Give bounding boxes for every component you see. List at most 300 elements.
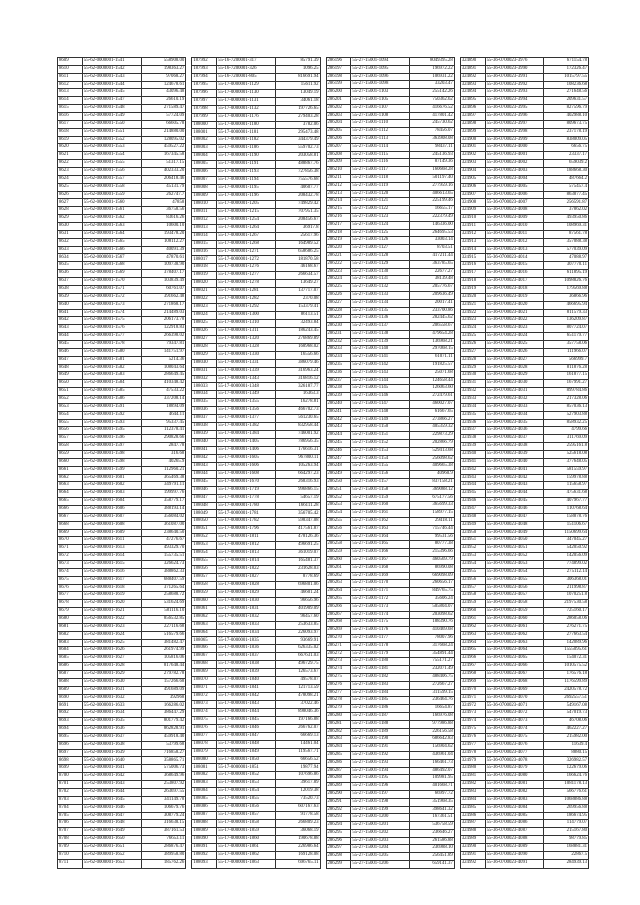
amount-cell: 297068.15 — [410, 346, 455, 354]
account-code-cell: 55-17-0000001-1851 — [217, 764, 276, 772]
table-row — [460, 340, 588, 348]
table-row — [192, 486, 320, 494]
amount-cell: 466702.73 — [275, 407, 320, 415]
account-code-cell: 55-27-15001-1119 — [351, 182, 410, 190]
table-row — [58, 340, 186, 348]
table-row — [460, 356, 588, 364]
account-code-cell: 55-27-15001-1197 — [351, 790, 410, 798]
account-code-cell: 55-27-15001-1155 — [351, 463, 410, 471]
table-row — [192, 605, 320, 613]
table-row — [326, 338, 454, 346]
account-code-cell: 55-27-15001-1153 — [351, 447, 410, 455]
table-row — [58, 293, 186, 301]
account-code-cell: 55-62-0000001-1643 — [82, 781, 141, 789]
row-id-cell: 324925 — [460, 333, 485, 341]
table-row — [460, 600, 588, 608]
row-id-cell: 324919 — [460, 285, 485, 293]
amount-cell: 358865.71 — [141, 757, 186, 765]
amount-cell: 271868.17 — [141, 301, 186, 309]
table-row — [192, 827, 320, 835]
account-code-cell: 55-62-0000001-1611 — [82, 537, 141, 545]
row-id-cell: 324931 — [460, 380, 485, 388]
row-id-cell: 324939 — [460, 443, 485, 451]
amount-cell: 222379.49 — [410, 213, 455, 221]
table-row — [460, 757, 588, 765]
amount-cell: 4799.66 — [544, 427, 589, 435]
account-code-cell: 55-17-0000001-1181 — [217, 129, 276, 137]
table-row — [326, 798, 454, 806]
row-id-cell: 324980 — [460, 765, 485, 773]
row-id-cell: 8626 — [58, 191, 83, 199]
account-code-cell: 55-62-0000001-1543 — [82, 73, 141, 81]
amount-cell: 389958.80 — [141, 851, 186, 859]
account-code-cell: 55-36-0700023-4083 — [485, 796, 544, 804]
account-code-cell: 55-27-15001-1172 — [351, 595, 410, 603]
account-code-cell: 55-36-0700023-4040 — [485, 458, 544, 466]
row-id-cell: 188051 — [192, 526, 217, 534]
row-id-cell: 286284 — [326, 744, 351, 752]
row-id-cell: 286245 — [326, 440, 351, 448]
amount-cell: 271648.56 — [544, 89, 589, 97]
amount-cell: 198363.27 — [141, 65, 186, 73]
account-code-cell: 55-62-0000001-1573 — [82, 301, 141, 309]
amount-cell: 236464.76 — [410, 697, 455, 705]
account-code-cell: 55-36-0700023-4028 — [485, 364, 544, 372]
amount-cell: 16655.17 — [410, 206, 455, 214]
account-code-cell: 55-36-0700023-4086 — [485, 820, 544, 828]
table-row — [192, 185, 320, 193]
amount-cell: 146336.00 — [410, 221, 455, 229]
table-row — [192, 732, 320, 740]
row-id-cell: 324929 — [460, 364, 485, 372]
amount-cell: 1081178.13 — [544, 781, 589, 789]
table-row — [192, 240, 320, 248]
account-code-cell: 55-62-0000001-1621 — [82, 608, 141, 616]
table-row — [326, 73, 454, 81]
account-code-cell: 55-36-0700023-4015 — [485, 262, 544, 270]
table-row — [192, 700, 320, 708]
amount-cell: 774899.02 — [544, 561, 589, 569]
account-code-cell: 55-27-15001-1137 — [351, 323, 410, 331]
amount-cell: 47533.22 — [141, 388, 186, 396]
amount-cell: 311599.15 — [410, 689, 455, 697]
amount-cell: 349791.11 — [141, 482, 186, 490]
amount-cell: 191825.57 — [410, 362, 455, 370]
table-row — [58, 120, 186, 128]
account-code-cell: 55-36-0700023-4058 — [485, 600, 544, 608]
table-row — [326, 81, 454, 89]
account-code-cell: 55-36-0700023-4038 — [485, 443, 544, 451]
amount-cell: 8880.15 — [544, 749, 589, 757]
row-id-cell: 8705 — [58, 812, 83, 820]
table-row — [326, 96, 454, 104]
row-id-cell: 8662 — [58, 474, 83, 482]
row-id-cell: 286230 — [326, 323, 351, 331]
amount-cell: 79347.81 — [141, 340, 186, 348]
account-code-cell: 55-36-0700023-4014 — [485, 254, 544, 262]
row-id-cell: 188069 — [192, 669, 217, 677]
row-id-cell: 286299 — [326, 861, 351, 869]
row-id-cell: 188019 — [192, 272, 217, 280]
amount-cell: 66656.52 — [275, 756, 320, 764]
account-code-cell: 55-62-0000001-1564 — [82, 230, 141, 238]
row-id-cell: 324984 — [460, 796, 485, 804]
amount-cell: 124658.44 — [410, 377, 455, 385]
row-id-cell: 8701 — [58, 781, 83, 789]
table-row — [58, 773, 186, 781]
amount-cell: 167361.51 — [410, 814, 455, 822]
account-code-cell: 55-17-0000001-1811 — [217, 534, 276, 542]
account-code-cell: 55-17-0000001-1862 — [217, 851, 276, 859]
row-id-cell: 324989 — [460, 836, 485, 844]
account-code-cell: 55-62-0000001-1646 — [82, 804, 141, 812]
amount-cell: 727856.38 — [275, 169, 320, 177]
table-row — [58, 207, 186, 215]
amount-cell: 232071.49 — [410, 666, 455, 674]
row-id-cell: 188089 — [192, 827, 217, 835]
account-code-cell: 55-27-15001-1126 — [351, 237, 410, 245]
amount-cell: 112378.41 — [141, 427, 186, 435]
table-row — [58, 427, 186, 435]
amount-cell: 478126.36 — [275, 534, 320, 542]
table-row — [192, 629, 320, 637]
table-row — [326, 135, 454, 143]
amount-cell: 341149.78 — [141, 796, 186, 804]
table-row — [192, 613, 320, 621]
row-id-cell: 286196 — [326, 58, 351, 66]
account-code-cell: 55-62-0000001-1561 — [82, 207, 141, 215]
row-id-cell: 324890 — [460, 58, 485, 66]
row-id-cell: 187995 — [192, 81, 217, 89]
row-id-cell: 8638 — [58, 285, 83, 293]
table-row — [58, 372, 186, 380]
table-row — [460, 561, 588, 569]
table-row — [58, 333, 186, 341]
table-row — [460, 175, 588, 183]
table-row — [192, 677, 320, 685]
table-row — [58, 505, 186, 513]
account-code-cell: 55-62-0000001-1584 — [82, 380, 141, 388]
row-id-cell: 188075 — [192, 716, 217, 724]
row-id-cell: 286291 — [326, 798, 351, 806]
account-code-cell: 55-62-0000001-1627 — [82, 655, 141, 663]
account-code-cell: 55-27-15001-1198 — [351, 798, 410, 806]
account-code-cell: 55-17-0000001-1608 — [217, 470, 276, 478]
amount-cell: 561230.65 — [275, 415, 320, 423]
row-id-cell: 324942 — [460, 466, 485, 474]
table-row — [460, 859, 588, 868]
row-id-cell: 8633 — [58, 246, 83, 254]
row-id-cell: 188042 — [192, 454, 217, 462]
account-code-cell: 55-36-0700023-4077 — [485, 749, 544, 757]
row-id-cell: 286203 — [326, 112, 351, 120]
row-id-cell: 188004 — [192, 153, 217, 161]
row-id-cell: 188020 — [192, 280, 217, 288]
amount-cell: 316.68 — [141, 450, 186, 458]
account-code-cell: 55-62-0000001-1615 — [82, 561, 141, 569]
account-code-cell: 55-62-0000001-1548 — [82, 105, 141, 113]
table-row — [58, 639, 186, 647]
amount-cell: 286876.47 — [141, 843, 186, 851]
row-id-cell: 324947 — [460, 505, 485, 513]
table-row — [192, 58, 320, 66]
account-code-cell: 55-36-0700023-4088 — [485, 836, 544, 844]
account-code-cell: 55-27-15001-1193 — [351, 759, 410, 767]
table-row — [326, 564, 454, 572]
row-id-cell: 188074 — [192, 708, 217, 716]
row-id-cell: 8702 — [58, 788, 83, 796]
amount-cell: 356084.02 — [141, 513, 186, 521]
table-row — [58, 450, 186, 458]
amount-cell: 386447.29 — [141, 710, 186, 718]
row-id-cell: 286209 — [326, 159, 351, 167]
amount-cell: 715746.44 — [410, 525, 455, 533]
table-row — [460, 238, 588, 246]
table-row — [326, 751, 454, 759]
amount-cell: 2595161.8 — [544, 443, 589, 451]
account-code-cell: 55-17-0000001-1837 — [217, 653, 276, 661]
table-row — [192, 478, 320, 486]
row-id-cell: 286295 — [326, 829, 351, 837]
row-id-cell: 187996 — [192, 89, 217, 97]
row-id-cell: 286238 — [326, 385, 351, 393]
amount-cell: 49578.07 — [275, 677, 320, 685]
row-id-cell: 324967 — [460, 663, 485, 671]
account-code-cell: 55-36-0700023-4023 — [485, 325, 544, 333]
account-code-cell: 55-27-15001-1194 — [351, 767, 410, 775]
table-row — [58, 765, 186, 773]
amount-cell: 402333.20 — [141, 168, 186, 176]
amount-cell: 527903.88 — [544, 411, 589, 419]
row-id-cell: 8706 — [58, 820, 83, 828]
table-row — [326, 783, 454, 791]
row-id-cell: 286288 — [326, 775, 351, 783]
row-id-cell: 286271 — [326, 642, 351, 650]
table-row — [326, 611, 454, 619]
row-id-cell: 187998 — [192, 105, 217, 113]
row-id-cell: 8612 — [58, 81, 83, 89]
row-id-cell: 8692 — [58, 710, 83, 718]
account-code-cell: 55-36-0700023-4072 — [485, 710, 544, 718]
row-id-cell: 324941 — [460, 458, 485, 466]
row-id-cell: 8643 — [58, 325, 83, 333]
table-row — [326, 159, 454, 167]
account-code-cell: 55-27-15001-1152 — [351, 440, 410, 448]
row-id-cell: 8635 — [58, 262, 83, 270]
table-row — [58, 105, 186, 113]
row-id-cell: 8667 — [58, 513, 83, 521]
account-code-cell: 55-27-15001-1116 — [351, 159, 410, 167]
amount-cell: 1150699.64 — [544, 529, 589, 537]
row-id-cell: 286272 — [326, 650, 351, 658]
amount-cell: 311769.09 — [544, 435, 589, 443]
amount-cell: 40960.9 — [410, 471, 455, 479]
row-id-cell: 8699 — [58, 765, 83, 773]
table-row — [58, 403, 186, 411]
row-id-cell: 8711 — [58, 859, 83, 868]
amount-cell: 260656.17 — [410, 580, 455, 588]
table-row — [192, 327, 320, 335]
table-row — [460, 450, 588, 458]
row-id-cell: 188025 — [192, 319, 217, 327]
amount-cell: 269956.88 — [544, 804, 589, 812]
amount-cell: 108112.27 — [141, 238, 186, 246]
account-code-cell: 55-17-0000001-1846 — [217, 724, 276, 732]
account-code-cell: 55-17-0000001-1254 — [217, 216, 276, 224]
table-row — [192, 804, 320, 812]
row-id-cell: 324895 — [460, 97, 485, 105]
amount-cell: 16654.87 — [410, 705, 455, 713]
amount-cell: 381482.47 — [141, 639, 186, 647]
table-row — [460, 616, 588, 624]
table-row — [326, 790, 454, 798]
row-id-cell: 8660 — [58, 458, 83, 466]
table-row — [460, 152, 588, 160]
amount-cell: 410348.42 — [141, 380, 186, 388]
table-row — [58, 694, 186, 702]
amount-cell: 25071.68 — [410, 369, 455, 377]
row-id-cell: 8685 — [58, 655, 83, 663]
amount-cell: 166461.73 — [410, 759, 455, 767]
amount-cell: 32493.84 — [275, 319, 320, 327]
account-code-cell: 55-36-0700023-4081 — [485, 781, 544, 789]
account-code-cell: 55-27-15001-1159 — [351, 494, 410, 502]
account-code-cell: 55-36-0700023-4042 — [485, 474, 544, 482]
table-row — [460, 65, 588, 73]
row-id-cell: 324960 — [460, 608, 485, 616]
row-id-cell: 8687 — [58, 671, 83, 679]
amount-cell: 61667.65 — [410, 408, 455, 416]
row-id-cell: 286280 — [326, 712, 351, 720]
account-code-cell: 55-27-15001-1131 — [351, 276, 410, 284]
row-id-cell: 324955 — [460, 568, 485, 576]
table-row — [460, 199, 588, 207]
ledger-table-3 — [326, 57, 455, 869]
row-id-cell: 8614 — [58, 97, 83, 105]
amount-cell: 66997.72 — [410, 790, 455, 798]
amount-cell: 196972.22 — [410, 65, 455, 73]
row-id-cell: 188015 — [192, 240, 217, 248]
amount-cell: 529413.68 — [410, 447, 455, 455]
account-code-cell: 55-62-0000001-1558 — [82, 183, 141, 191]
amount-cell: 226093.97 — [275, 629, 320, 637]
table-row — [326, 237, 454, 245]
table-row — [192, 708, 320, 716]
account-code-cell: 55-27-15001-1168 — [351, 564, 410, 572]
account-code-cell: 55-27-15001-1139 — [351, 338, 410, 346]
row-id-cell: 8686 — [58, 663, 83, 671]
account-code-cell: 55-62-0000001-1553 — [82, 144, 141, 152]
table-row — [192, 502, 320, 510]
amount-cell: 316638.15 — [141, 820, 186, 828]
row-id-cell: 286229 — [326, 315, 351, 323]
table-row — [460, 584, 588, 592]
table-row — [460, 372, 588, 380]
amount-cell: 98437.11 — [410, 143, 455, 151]
row-id-cell: 324916 — [460, 262, 485, 270]
row-id-cell: 286220 — [326, 245, 351, 253]
amount-cell: 651179.77 — [544, 333, 589, 341]
row-id-cell: 8641 — [58, 309, 83, 317]
account-code-cell: 55-62-0000001-1604 — [82, 498, 141, 506]
table-row — [326, 385, 454, 393]
amount-cell: 126063.60 — [410, 385, 455, 393]
table-row — [460, 592, 588, 600]
row-id-cell: 286252 — [326, 494, 351, 502]
table-row — [460, 529, 588, 537]
account-code-cell: 55-62-0000001-1608 — [82, 521, 141, 529]
row-id-cell: 188044 — [192, 470, 217, 478]
table-row — [460, 89, 588, 97]
row-id-cell: 324985 — [460, 804, 485, 812]
table-row — [58, 215, 186, 223]
row-id-cell: 324893 — [460, 81, 485, 89]
table-row — [460, 136, 588, 144]
row-id-cell: 8657 — [58, 435, 83, 443]
account-code-cell: 55-27-15001-1166 — [351, 549, 410, 557]
row-id-cell: 188059 — [192, 589, 217, 597]
account-code-cell: 55-27-15001-1121 — [351, 198, 410, 206]
amount-cell: 460569.79 — [410, 557, 455, 565]
account-code-cell: 55-27-15001-1142 — [351, 362, 410, 370]
amount-cell: 20017.41 — [410, 299, 455, 307]
account-code-cell: 55-36-0700023-4045 — [485, 498, 544, 506]
table-row — [326, 190, 454, 198]
row-id-cell: 8645 — [58, 340, 83, 348]
account-code-cell: 55-17-0000001-1276 — [217, 264, 276, 272]
amount-cell: 108043.64 — [141, 364, 186, 372]
table-row — [326, 424, 454, 432]
row-id-cell: 286292 — [326, 806, 351, 814]
row-id-cell: 324948 — [460, 513, 485, 521]
row-id-cell: 187992 — [192, 58, 217, 66]
row-id-cell: 188016 — [192, 248, 217, 256]
row-id-cell: 286255 — [326, 518, 351, 526]
account-code-cell: 55-17-0000001-1339 — [217, 367, 276, 375]
row-id-cell: 324898 — [460, 120, 485, 128]
account-code-cell: 55-36-0700023-3993 — [485, 89, 544, 97]
amount-cell: 581559.97 — [544, 466, 589, 474]
amount-cell: 8703.51 — [410, 245, 455, 253]
table-row — [58, 380, 186, 388]
table-row — [460, 553, 588, 561]
table-row — [58, 843, 186, 851]
account-code-cell: 55-36-0700023-4060 — [485, 616, 544, 624]
row-id-cell: 8674 — [58, 568, 83, 576]
row-id-cell: 286265 — [326, 595, 351, 603]
table-row — [326, 627, 454, 635]
account-code-cell: 55-17-0000001-1781 — [217, 510, 276, 518]
amount-cell: 493329.70 — [141, 545, 186, 553]
table-row — [460, 655, 588, 663]
table-row — [326, 759, 454, 767]
account-code-cell: 55-17-0000001-1853 — [217, 780, 276, 788]
row-id-cell: 188090 — [192, 835, 217, 843]
table-row — [192, 820, 320, 828]
row-id-cell: 8630 — [58, 223, 83, 231]
amount-cell: 279403.28 — [275, 113, 320, 121]
row-id-cell: 8636 — [58, 270, 83, 278]
row-id-cell: 187994 — [192, 73, 217, 81]
table-row — [58, 395, 186, 403]
account-code-cell: 55-27-15001-1105 — [351, 96, 410, 104]
account-code-cell: 55-27-15001-1133 — [351, 291, 410, 299]
row-id-cell: 188092 — [192, 851, 217, 859]
table-row — [460, 718, 588, 726]
account-code-cell: 55-27-15001-1156 — [351, 471, 410, 479]
row-id-cell: 324974 — [460, 718, 485, 726]
table-row — [192, 407, 320, 415]
